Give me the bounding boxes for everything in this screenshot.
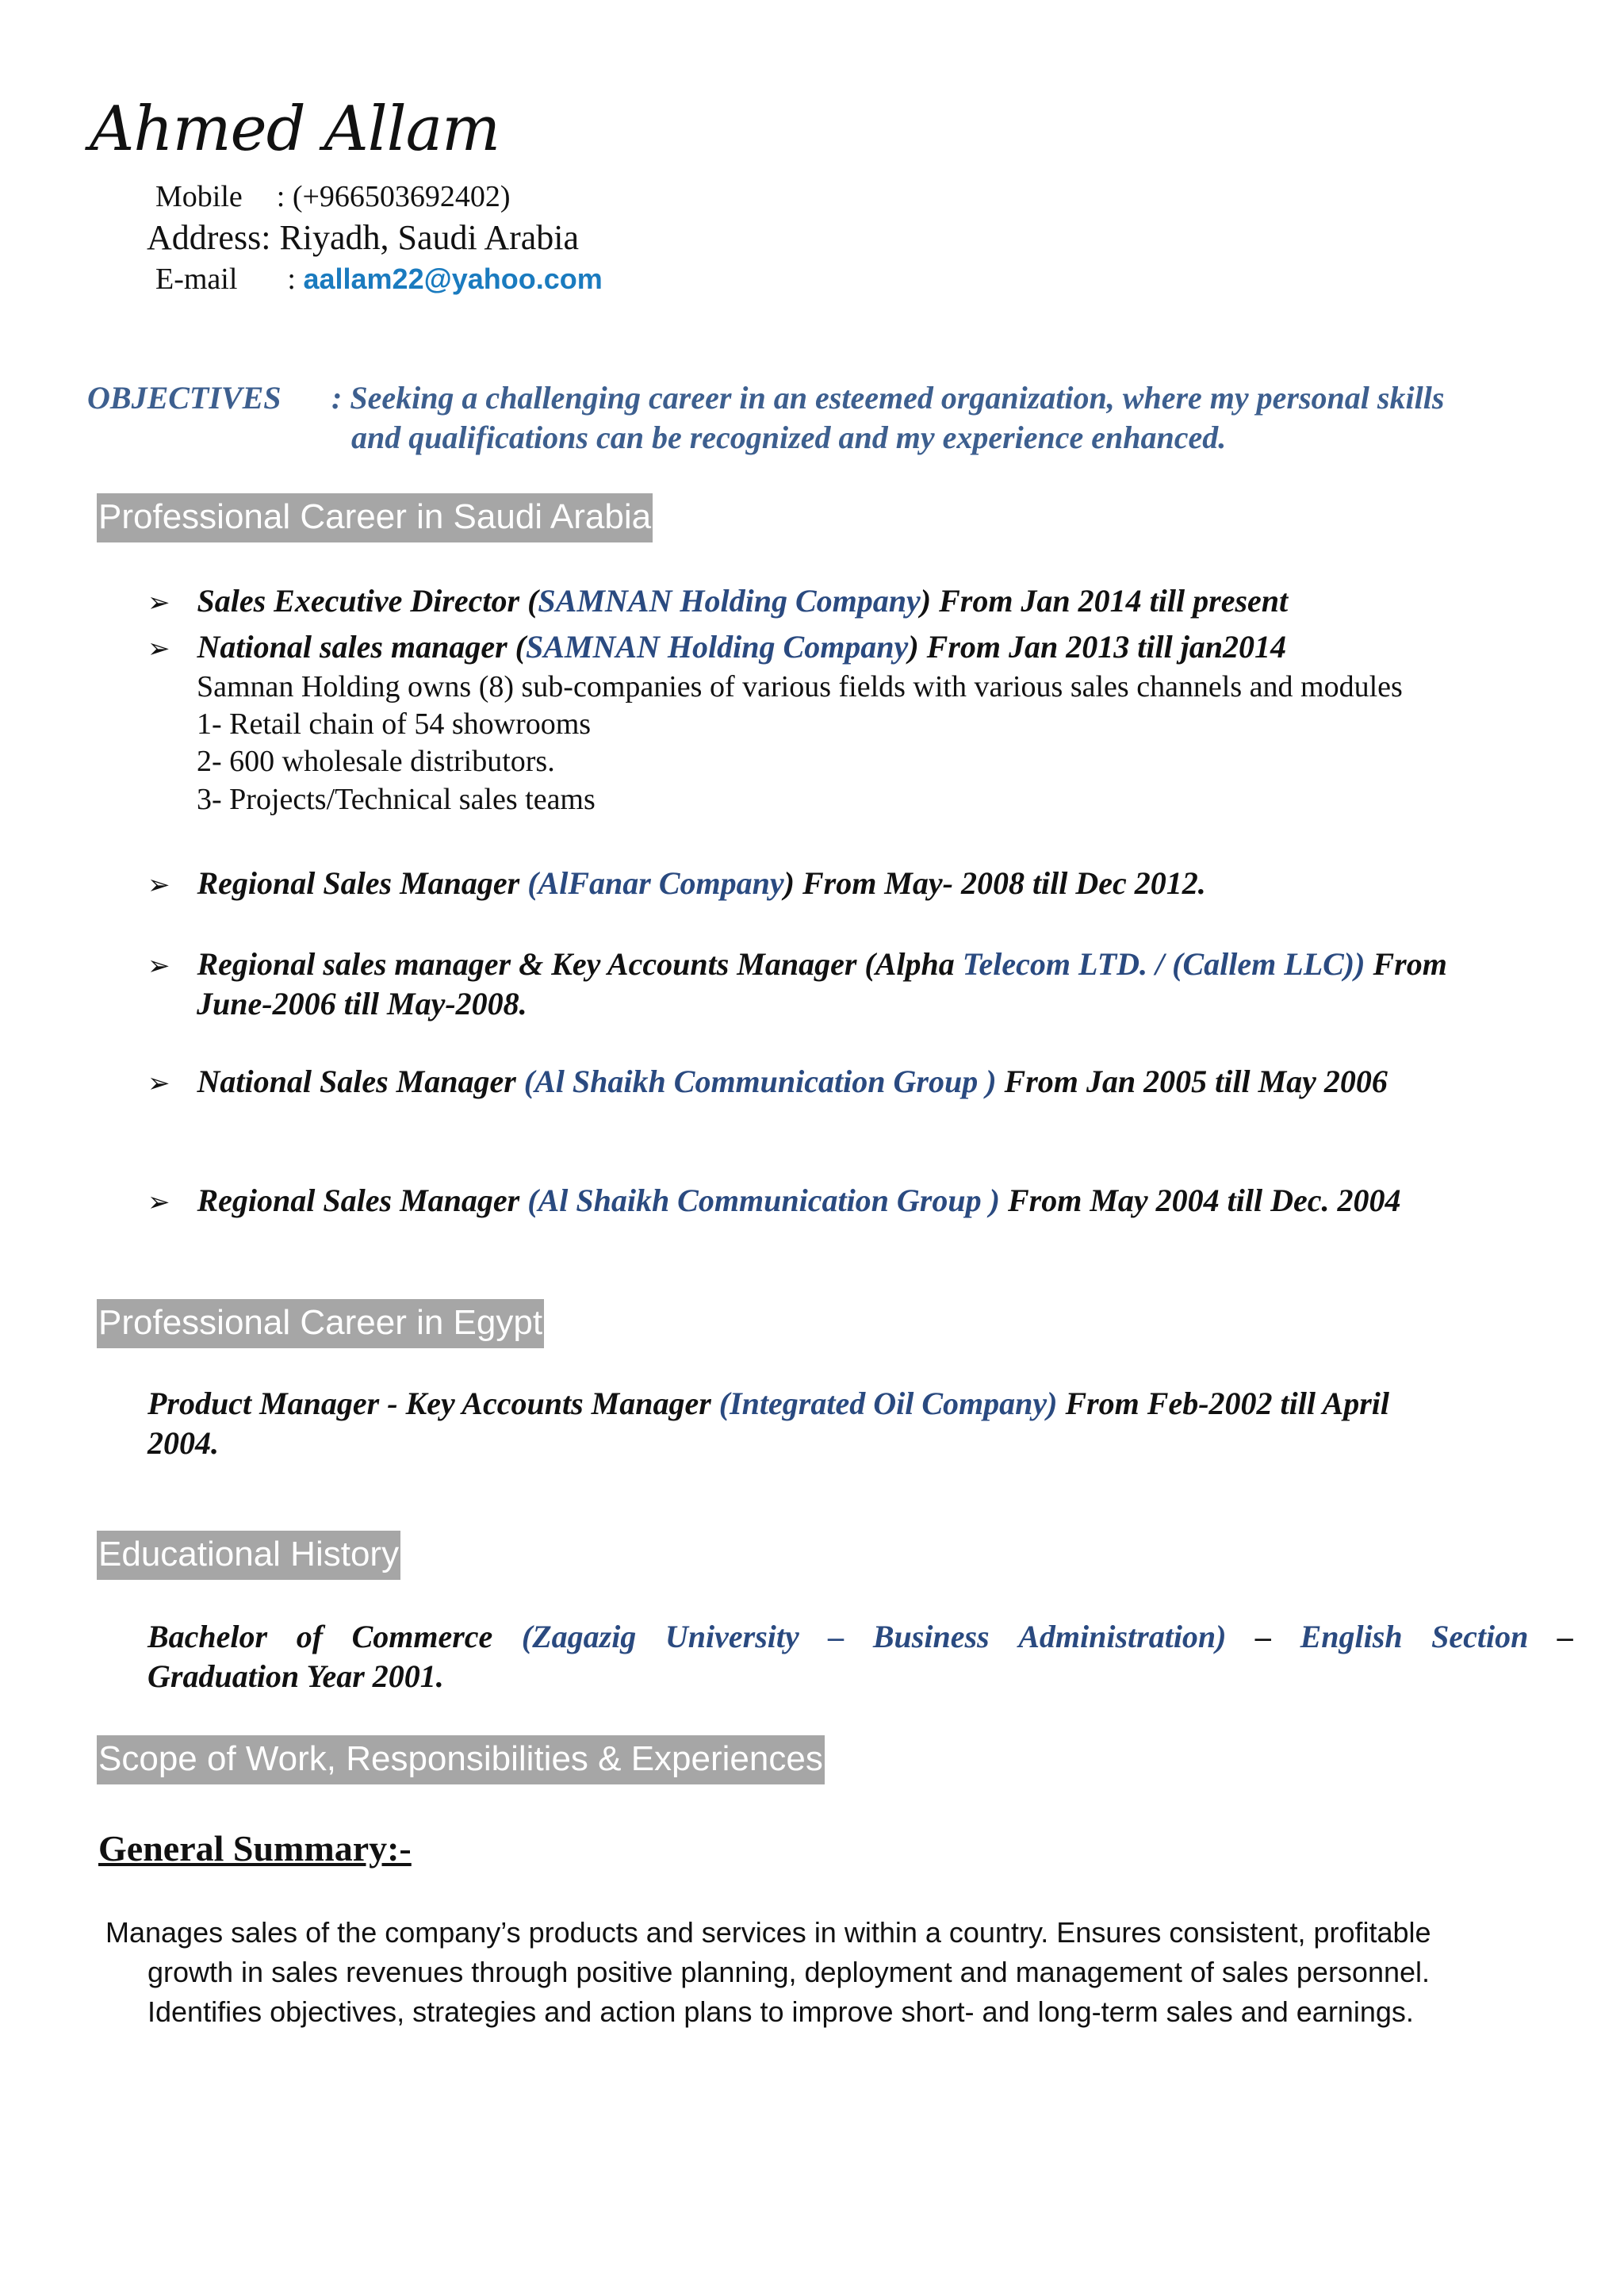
samnan-list-item-1: 1- Retail chain of 54 showrooms (197, 707, 592, 741)
samnan-list-item-2: 2- 600 wholesale distributors. (197, 745, 555, 778)
role: Regional sales manager & Key Accounts Manager (Alpha (197, 946, 963, 982)
bullet-icon: ➢ (147, 952, 170, 981)
bullet-icon: ➢ (147, 871, 170, 900)
company: SAMNAN Holding Company (538, 583, 921, 619)
egypt-item-line-2: 2004. (147, 1425, 219, 1461)
address-row (147, 217, 579, 258)
saudi-item-3 (147, 864, 1206, 902)
objectives-label: OBJECTIVES (87, 380, 282, 416)
saudi-item-5 (147, 1063, 1388, 1100)
section-heading-egypt: Professional Career in Egypt (97, 1299, 544, 1348)
period: From May 2004 till Dec. 2004 (999, 1182, 1401, 1218)
section-heading-education: Educational History (97, 1531, 400, 1580)
address-label: Address: (147, 218, 271, 257)
period: ) From Jan 2014 till present (920, 583, 1289, 619)
edu-word: – (1557, 1619, 1573, 1654)
period: From (1365, 946, 1447, 982)
edu-word: English (1300, 1619, 1403, 1654)
company: Telecom LTD. / (Callem LLC)) (962, 946, 1365, 982)
summary-line-1: Manages sales of the company’s products and services in within a country. Ensures consistent, profitable (105, 1916, 1431, 1949)
edu-word: University (665, 1619, 799, 1654)
saudi-item-4 (147, 945, 1447, 983)
role: Regional Sales Manager (197, 865, 528, 901)
role: National Sales Manager (197, 1064, 524, 1099)
role: Sales Executive Director ( (197, 583, 538, 619)
period: ) From May- 2008 till Dec 2012. (783, 865, 1206, 901)
edu-word: of (296, 1619, 324, 1654)
samnan-description: Samnan Holding owns (8) sub-companies of various fields with various sales channels and modules (197, 670, 1403, 703)
email-label: E-mail (155, 263, 238, 296)
role: Product Manager - Key Accounts Manager (147, 1386, 719, 1421)
edu-word: (Zagazig (521, 1619, 637, 1654)
edu-word: Commerce (351, 1619, 493, 1654)
edu-word: Business (872, 1619, 990, 1654)
company: (Al Shaikh Communication Group ) (527, 1182, 1000, 1218)
saudi-item-1 (147, 582, 1288, 619)
objectives-line-1: : Seeking a challenging career in an esteemed organization, where my personal skills (331, 380, 1445, 416)
section-heading-saudi: Professional Career in Saudi Arabia (97, 493, 653, 542)
bullet-icon: ➢ (147, 588, 170, 618)
edu-word: Bachelor (147, 1619, 268, 1654)
edu-word: – (828, 1619, 845, 1654)
education-line-2: Graduation Year 2001. (147, 1658, 444, 1694)
edu-word: Administration) (1018, 1619, 1227, 1654)
mobile-row (155, 179, 511, 214)
period: ) From Jan 2013 till jan2014 (908, 629, 1287, 665)
general-summary-title: General Summary:- (98, 1828, 412, 1869)
edu-word: Section (1431, 1619, 1529, 1654)
candidate-name: Ahmed Allam (90, 94, 500, 165)
mobile-label: Mobile (155, 180, 243, 213)
bullet-icon: ➢ (147, 634, 170, 664)
mobile-value: : (+966503692402) (276, 180, 511, 213)
company: SAMNAN Holding Company (525, 629, 909, 665)
saudi-item-2 (147, 628, 1286, 665)
bullet-icon: ➢ (147, 1069, 170, 1098)
period: From Jan 2005 till May 2006 (996, 1064, 1388, 1099)
role: National sales manager ( (197, 629, 526, 665)
company: (AlFanar Company (527, 865, 784, 901)
saudi-item-6 (147, 1182, 1400, 1219)
summary-line-2: growth in sales revenues through positive planning, deployment and management of sales personnel. (147, 1956, 1431, 1988)
section-heading-scope: Scope of Work, Responsibilities & Experiences (97, 1735, 825, 1784)
egypt-item (147, 1385, 1389, 1422)
email-separator: : (287, 263, 296, 296)
edu-word: – (1255, 1619, 1272, 1654)
saudi-item-4-line-2: June-2006 till May-2008. (197, 986, 527, 1022)
role: Regional Sales Manager (197, 1182, 528, 1218)
bullet-icon: ➢ (147, 1188, 170, 1217)
email-row (155, 262, 603, 297)
samnan-list-item-3: 3- Projects/Technical sales teams (197, 783, 596, 816)
education-line-1 (147, 1618, 1573, 1655)
period: From Feb-2002 till April (1057, 1386, 1389, 1421)
company: (Integrated Oil Company) (718, 1386, 1058, 1421)
email-link[interactable]: aallam22@yahoo.com (303, 263, 603, 295)
objectives-line-2: and qualifications can be recognized and my experience enhanced. (351, 420, 1227, 455)
summary-line-3: Identifies objectives, strategies and action plans to improve short- and long-term sales and earnings. (147, 1995, 1414, 2028)
address-value: Riyadh, Saudi Arabia (279, 218, 580, 257)
company: (Al Shaikh Communication Group ) (523, 1064, 997, 1099)
